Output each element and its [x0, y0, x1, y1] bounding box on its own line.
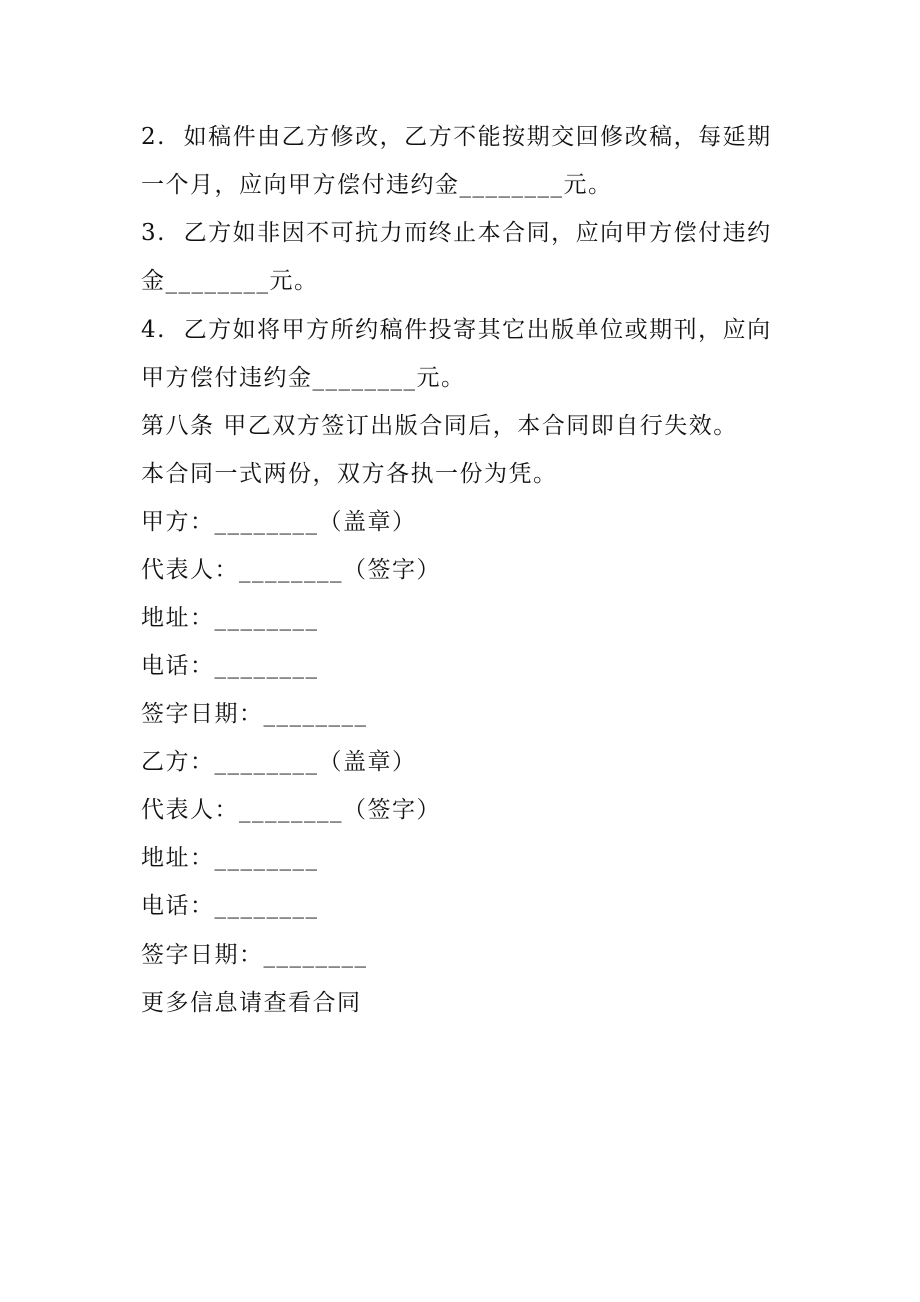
party-a-phone-field: 电话：________ — [141, 653, 319, 679]
clause-4-line-2: 甲方偿付违约金________元。 — [141, 365, 466, 391]
copies-statement: 本合同一式两份，双方各执一份为凭。 — [141, 461, 558, 487]
party-a-address-field: 地址：________ — [141, 605, 319, 631]
clause-4-line-1: 4. 乙方如将甲方所约稿件投寄其它出版单位或期刊，应向 — [141, 317, 772, 343]
party-b-representative-field: 代表人：________（签字） — [141, 797, 441, 823]
clause-2-line-2: 一个月，应向甲方偿付违约金________元。 — [141, 172, 613, 198]
party-b-date-field: 签字日期：________ — [141, 942, 368, 968]
article-8: 第八条 甲乙双方签订出版合同后，本合同即自行失效。 — [141, 413, 738, 439]
party-a-date-field: 签字日期：________ — [141, 701, 368, 727]
footer-note: 更多信息请查看合同 — [141, 990, 362, 1016]
party-b-address-field: 地址：________ — [141, 845, 319, 871]
party-a-field: 甲方：________（盖章） — [141, 509, 417, 535]
party-a-representative-field: 代表人：________（签字） — [141, 557, 441, 583]
clause-2-line-1: 2. 如稿件由乙方修改，乙方不能按期交回修改稿，每延期 — [141, 124, 772, 150]
clause-3-line-2: 金________元。 — [141, 268, 319, 294]
party-b-field: 乙方：________（盖章） — [141, 749, 417, 775]
party-b-phone-field: 电话：________ — [141, 893, 319, 919]
clause-3-line-1: 3. 乙方如非因不可抗力而终止本合同，应向甲方偿付违约 — [141, 220, 772, 246]
